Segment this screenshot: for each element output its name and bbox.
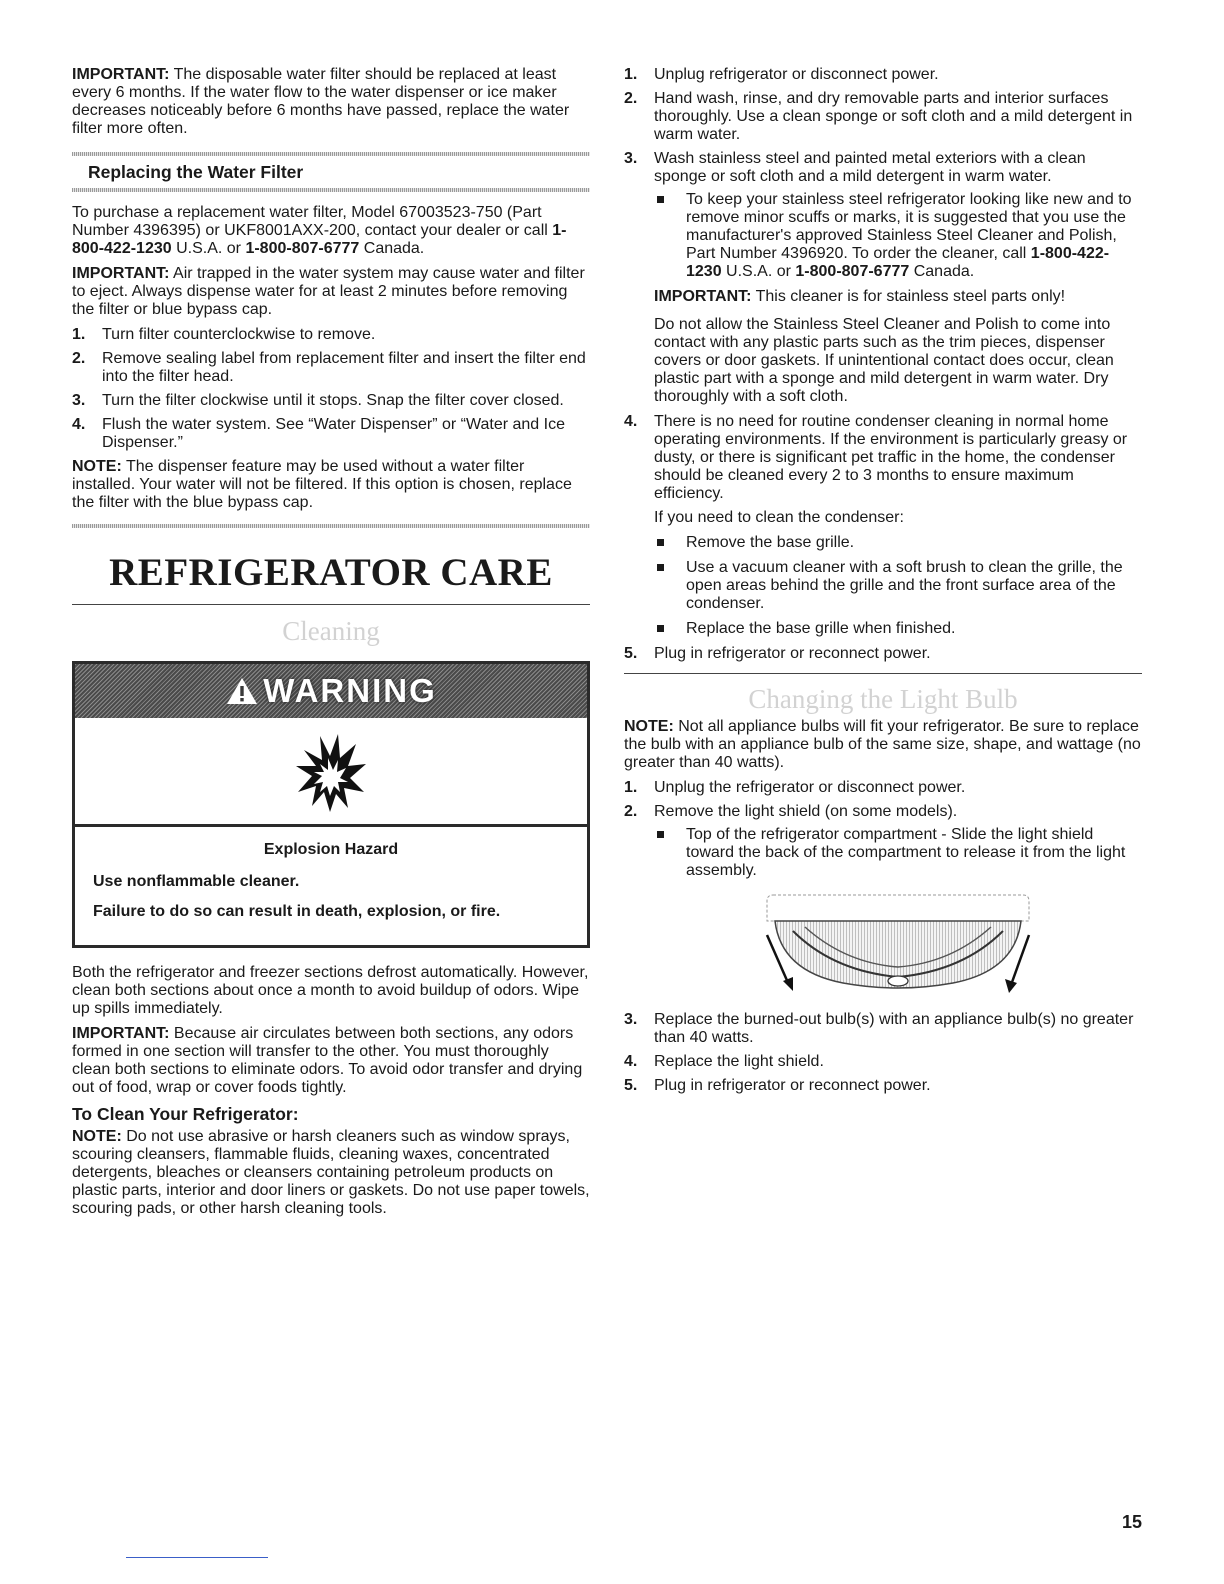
list-item: 3. Wash stainless steel and painted metal exteriors with a clean sponge or soft cloth and a mild detergent in warm water. To keep your stainless steel refrigerator looking like new and to remove minor scuffs or marks, it is suggested that you use the manufacturer's approved Stainless Steel Cleaner and Polish, Part Number 4396920. To order the cleaner, call 1-800-422-1230 U.S.A. or 1-800-807-6777 Canada. IMPORTANT: This cleaner is for stainless steel parts only! Do not allow the Stainless Steel Cleaner and Polish to come into contact with any plastic parts such as the trim pieces, dispenser covers or door gaskets. If unintentional contact does occur, clean plastic part with a sponge and mild detergent in warm water. Dry thoroughly with a soft cloth. [624, 150, 1142, 406]
hazard-title: Explosion Hazard [263, 841, 399, 858]
filter-steps-list [72, 326, 590, 452]
warning-instruction: Use nonflammable cleaner. [93, 873, 300, 890]
section-rule [624, 673, 1142, 674]
important-air-paragraph: IMPORTANT: Air trapped in the water system may cause water and filter to eject. Always dispense water for at least 2 minutes before removing the filter or blue bypass cap. [72, 265, 585, 318]
warning-consequence: Failure to do so can result in death, explosion, or fire. [93, 903, 501, 920]
list-item: 2. Hand wash, rinse, and dry removable parts and interior surfaces thoroughly. Use a clean sponge or soft cloth and a mild detergent in warm water. [624, 90, 1133, 143]
condenser-intro: If you need to clean the condenser: [654, 509, 904, 526]
clean-refrigerator-heading: To Clean Your Refrigerator: [72, 1104, 299, 1124]
explosion-symbol [75, 718, 587, 827]
condenser-bullets [624, 534, 1142, 638]
list-item: 5. Plug in refrigerator or reconnect power. [624, 1077, 931, 1094]
replacing-filter-heading: Replacing the Water Filter [88, 162, 304, 182]
list-item: 2. Remove sealing label from replacement filter and insert the filter end into the filter head. [72, 350, 586, 385]
list-item: 1. Turn filter counterclockwise to remove. [72, 326, 376, 343]
cleaning-steps-list [624, 66, 1142, 663]
explosion-icon [294, 732, 368, 814]
right-column [624, 66, 1142, 1101]
stainless-bullets [654, 191, 1142, 281]
page-number: 15 [1121, 1512, 1142, 1532]
section-rule [72, 524, 590, 528]
warning-box [72, 661, 590, 948]
page-title: REFRIGERATOR CARE [109, 551, 553, 594]
bulb-steps-list-continued [624, 1011, 1142, 1095]
shield-bullets [654, 826, 1142, 880]
list-item: Replace the base grille when finished. [654, 620, 1142, 638]
warning-triangle-icon [225, 676, 259, 706]
cleaning-heading: Cleaning [282, 616, 380, 646]
footer-line [126, 1557, 268, 1558]
warning-label: WARNING [263, 672, 437, 709]
list-item: 3. Turn the filter clockwise until it stops. Snap the filter cover closed. [72, 392, 564, 409]
note-cleaners-paragraph: NOTE: Do not use abrasive or harsh cleaners such as window sprays, scouring cleansers, flammable fluids, cleaning waxes, concentrated detergents, bleaches or cleansers containing petroleum products on plastic parts, interior and door liners or gaskets. Do not use paper towels, scouring pads, or other harsh cleaning tools. [72, 1128, 590, 1217]
list-item: Top of the refrigerator compartment - Slide the light shield toward the back of the compartment to release it from the light assembly. [654, 826, 1142, 880]
light-shield-icon [753, 887, 1043, 999]
list-item: 4. Replace the light shield. [624, 1053, 824, 1070]
left-column [72, 66, 590, 1225]
list-item: To keep your stainless steel refrigerator looking like new and to remove minor scuffs or marks, it is suggested that you use the manufacturer's approved Stainless Steel Cleaner and Polish, Part Number 4396920. To order the cleaner, call 1-800-422-1230 U.S.A. or 1-800-807-6777 Canada. [654, 191, 1142, 281]
important-odor-paragraph: IMPORTANT: Because air circulates between both sections, any odors formed in one section will transfer to the other. You must thoroughly clean both sections to eliminate odors. To avoid odor transfer and drying out of food, wrap or cover foods tightly. [72, 1025, 583, 1096]
purchase-paragraph: To purchase a replacement water filter, Model 67003523-750 (Part Number 4396395) or UKF8001AXX-200, contact your dealer or call 1-800-422-1230 U.S.A. or 1-800-807-6777 Canada. [72, 204, 567, 257]
list-item: 1. Unplug refrigerator or disconnect power. [624, 66, 939, 83]
list-item: Use a vacuum cleaner with a soft brush to clean the grille, the open areas behind the grille and the front surface area of the condenser. [654, 559, 1142, 613]
contact-paragraph: Do not allow the Stainless Steel Cleaner and Polish to come into contact with any plastic parts such as the trim pieces, dispenser covers or door gaskets. If unintentional contact does occur, clean plastic part with a sponge and mild detergent in warm water. Dry thoroughly with a soft cloth. [654, 316, 1114, 405]
warning-text [75, 827, 587, 945]
list-item: 4. Flush the water system. See “Water Dispenser” or “Water and Ice Dispenser.” [72, 416, 565, 451]
important-filter-paragraph: IMPORTANT: The disposable water filter should be replaced at least every 6 months. If the water flow to the water dispenser or ice maker decreases noticeably before 6 months have passed, replace the water filter more often. [72, 66, 570, 137]
note-bulb-paragraph: NOTE: Not all appliance bulbs will fit your refrigerator. Be sure to replace the bulb with an appliance bulb of the same size, shape, and wattage (no greater than 40 watts). [624, 718, 1141, 771]
section-rule [72, 152, 590, 156]
light-bulb-heading: Changing the Light Bulb [748, 684, 1018, 714]
list-item: 5. Plug in refrigerator or reconnect power. [624, 645, 931, 662]
list-item: 3. Replace the burned-out bulb(s) with an appliance bulb(s) no greater than 40 watts. [624, 1011, 1134, 1046]
light-shield-illustration [654, 887, 1142, 999]
list-item: 1. Unplug the refrigerator or disconnect power. [624, 779, 966, 796]
list-item: 4. There is no need for routine condenser cleaning in normal home operating environments. If the environment is particularly greasy or dusty, or there is significant pet traffic in the home, the condenser should be cleaned every 2 to 3 months to ensure maximum efficiency. If you need to clean the condenser: Remove the base grille. Use a vacuum cleaner with a soft brush to clean the grille, the open areas behind the grille and the front surface area of the condenser. Replace the base grille when finished. [624, 413, 1142, 638]
bulb-steps-list [624, 779, 1142, 880]
defrost-paragraph: Both the refrigerator and freezer sections defrost automatically. However, clean both sections about once a month to avoid buildup of odors. Wipe up spills immediately. [72, 964, 589, 1017]
note-dispenser-paragraph: NOTE: The dispenser feature may be used without a water filter installed. Your water will not be filtered. If this option is chosen, replace the filter with the blue bypass cap. [72, 458, 572, 511]
important-stainless-paragraph: IMPORTANT: This cleaner is for stainless steel parts only! [654, 288, 1066, 305]
section-rule [72, 188, 590, 192]
title-rule [72, 604, 590, 605]
list-item: 2. Remove the light shield (on some models). Top of the refrigerator compartment - Slide the light shield toward the back of the compartment to release it from the light assembly. [624, 803, 1142, 880]
warning-band [75, 664, 587, 718]
list-item: Remove the base grille. [654, 534, 1142, 552]
